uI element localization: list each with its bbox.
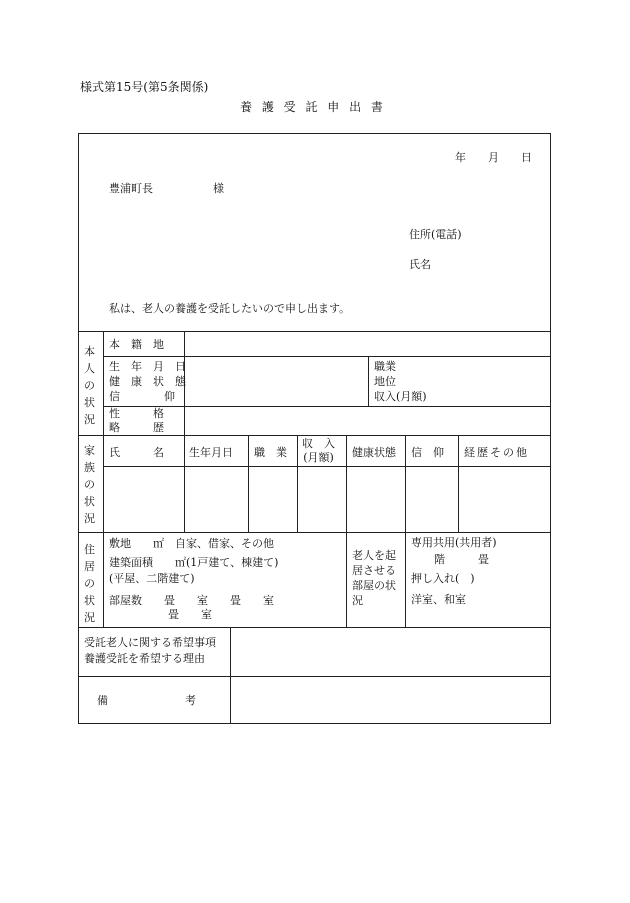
rule-self-end (78, 435, 551, 436)
domicile-label: 本 籍 地 (109, 338, 164, 351)
room-count: 部屋数 畳 室 畳 室 (109, 594, 274, 607)
occupation-label: 職業 (374, 360, 396, 373)
col-self-occupation (368, 356, 369, 406)
elder-room-label: 老人を起居させる部屋の状況 (352, 549, 396, 607)
family-header-income: 収 入 (月額) (302, 437, 335, 464)
floor-area: 建築面積 ㎡(1戸建て、棟建て) (109, 556, 279, 569)
rule-birth (103, 406, 551, 407)
room-style: 洋室、和室 (411, 593, 466, 606)
remarks-label: 備 考 (97, 694, 196, 707)
floor-tatami: 階 畳 (434, 553, 489, 566)
exclusive-shared: 専用共用(共用者) (411, 536, 497, 549)
address-label: 住所(電話) (409, 228, 462, 241)
history-label: 略 歴 (109, 421, 164, 434)
col-residence-mid (346, 532, 347, 627)
rule-top-block (78, 331, 551, 332)
col-family-name (184, 435, 185, 532)
building-type: (平屋、二階建て) (109, 572, 195, 585)
family-header-name: 氏 名 (109, 446, 164, 459)
character-label: 性 格 (109, 407, 164, 420)
col-section-label (103, 331, 104, 627)
family-header-religion: 信 仰 (411, 446, 444, 459)
col-family-birth (248, 435, 249, 532)
family-header-job: 職 業 (254, 446, 287, 459)
family-header-health: 健康状態 (352, 446, 396, 459)
wishes-label-2: 養護受託を希望する理由 (84, 652, 205, 665)
col-wishes (230, 627, 231, 724)
col-family-religion (458, 435, 459, 532)
site-area: 敷地 ㎡ 自家、借家、その他 (109, 537, 274, 550)
family-header-other: 経歴その他 (464, 446, 529, 459)
wishes-label-1: 受託老人に関する希望事項 (84, 636, 216, 649)
document-title: 養 護 受 託 申 出 書 (240, 100, 386, 114)
col-family-health (405, 435, 406, 532)
rule-residence-end (78, 627, 551, 628)
name-label: 氏名 (409, 258, 431, 271)
room-count-2: 畳 室 (168, 608, 212, 621)
self-section-label: 本人の状況 (84, 345, 95, 426)
col-family-job (297, 435, 298, 532)
position-label: 地位 (374, 375, 396, 388)
income-label: 収入(月額) (374, 390, 427, 403)
rule-family-header (103, 466, 551, 467)
birthdate-label: 生 年 月 日 (109, 360, 186, 373)
honorific: 様 (213, 182, 224, 195)
residence-section-label: 住居の状況 (84, 543, 95, 624)
declaration: 私は、老人の養護を受託したいので申し出ます。 (109, 302, 351, 315)
col-family-income (346, 435, 347, 532)
rule-wishes-end (78, 676, 551, 677)
family-section-label: 家族の状況 (84, 444, 95, 525)
health-label: 健 康 状 態 (109, 375, 186, 388)
date-line: 年 月 日 (455, 151, 532, 164)
col-residence-room (405, 532, 406, 627)
form-number: 様式第15号(第5条関係) (80, 80, 209, 94)
family-header-birth: 生年月日 (189, 446, 233, 459)
addressee: 豊浦町長 (109, 182, 153, 195)
religion-label: 信 仰 (109, 390, 175, 403)
rule-domicile (103, 356, 551, 357)
closet: 押し入れ( ) (411, 572, 475, 585)
rule-family-end (78, 532, 551, 533)
